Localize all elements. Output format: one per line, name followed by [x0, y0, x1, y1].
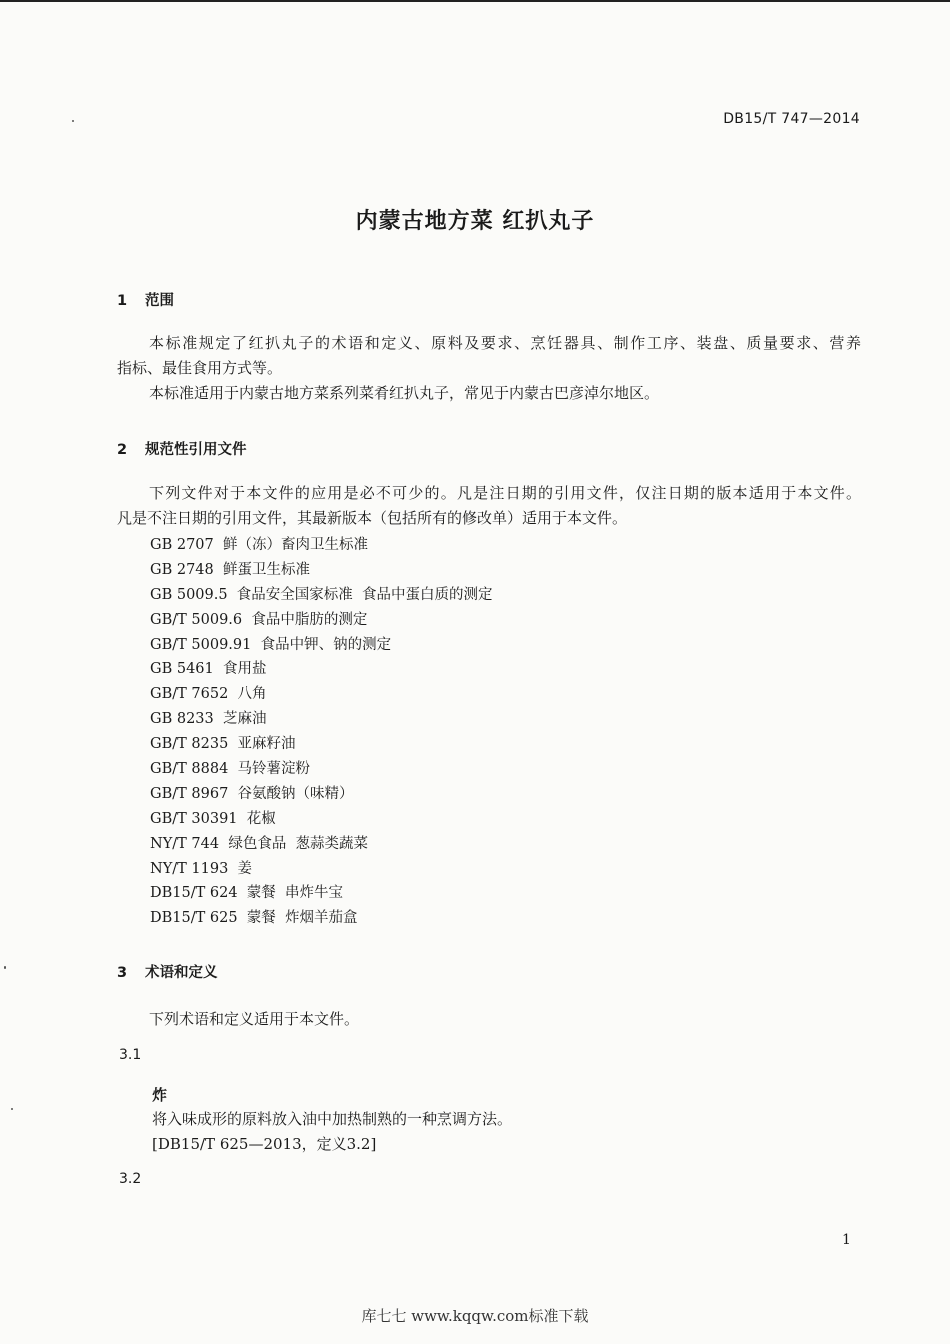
reference-item: GB 8233 芝麻油: [150, 711, 267, 728]
reference-item: GB/T 8967 谷氨酸钠（味精）: [150, 785, 354, 802]
text-line: 指标、最佳食用方式等。: [117, 359, 283, 377]
reference-item: NY/T 1193 姜: [150, 860, 253, 877]
document-title: 内蒙古地方菜 红扒丸子: [355, 209, 595, 234]
section-heading-terms: [117, 961, 218, 982]
reference-item: DB15/T 625 蒙餐 炸烟羊茄盒: [150, 910, 358, 927]
reference-item: DB15/T 624 蒙餐 串炸牛宝: [150, 885, 344, 902]
text-line: 本标准规定了红扒丸子的术语和定义、原料及要求、烹饪器具、制作工序、装盘、质量要求、营养: [149, 334, 861, 352]
term-source: [DB15/T 625—2013，定义3.2]: [152, 1135, 377, 1153]
reference-list: [150, 533, 493, 931]
section-heading-scope: [117, 289, 174, 310]
term-name: 炸: [152, 1086, 168, 1104]
reference-item: GB/T 5009.6 食品中脂肪的测定: [150, 611, 368, 628]
reference-item: GB/T 30391 花椒: [150, 810, 276, 827]
scan-speck: [11, 1108, 13, 1110]
watermark-footer: 库七七 www.kqqw.com标准下载: [361, 1307, 589, 1325]
reference-item: GB 5461 食用盐: [150, 661, 267, 678]
section-title: 术语和定义: [145, 965, 218, 981]
reference-item: GB/T 7652 八角: [150, 686, 267, 703]
scope-paragraph-2: 本标准适用于内蒙古地方菜系列菜肴红扒丸子，常见于内蒙古巴彦淖尔地区。: [149, 384, 660, 402]
reference-item: GB 2748 鲜蛋卫生标准: [150, 561, 310, 578]
standard-code: DB15/T 747—2014: [723, 111, 860, 127]
section-heading-normative-references: [117, 438, 247, 459]
reference-item: GB 2707 鲜（冻）畜肉卫生标准: [150, 537, 368, 553]
section-title: 范围: [145, 293, 174, 309]
term-definition: 将入味成形的原料放入油中加热制熟的一种烹调方法。: [152, 1110, 513, 1128]
scan-top-border: [0, 0, 950, 2]
section-number: 2: [117, 442, 128, 458]
scan-speck: [4, 966, 6, 969]
page-number: 1: [842, 1232, 851, 1248]
term-number: 3.1: [119, 1047, 142, 1063]
text-line: 下列文件对于本文件的应用是必不可少的。凡是注日期的引用文件，仅注日期的版本适用于本文件。: [149, 484, 861, 502]
reference-item: GB 5009.5 食品安全国家标准 食品中蛋白质的测定: [150, 586, 493, 603]
scan-speck: [72, 120, 74, 122]
terms-intro: 下列术语和定义适用于本文件。: [149, 1010, 360, 1028]
section-number: 3: [117, 965, 128, 981]
reference-item: GB/T 5009.91 食品中钾、钠的测定: [150, 636, 392, 653]
scope-paragraph-1: [117, 331, 861, 356]
section-title: 规范性引用文件: [145, 442, 247, 458]
section-number: 1: [117, 293, 128, 309]
references-intro-line-2: 凡是不注日期的引用文件，其最新版本（包括所有的修改单）适用于本文件。: [117, 509, 628, 527]
reference-item: GB/T 8235 亚麻籽油: [150, 736, 296, 753]
reference-item: GB/T 8884 马铃薯淀粉: [150, 761, 311, 778]
references-intro-line-1: [117, 481, 861, 506]
reference-item: NY/T 744 绿色食品 葱蒜类蔬菜: [150, 835, 369, 852]
term-number: 3.2: [119, 1171, 142, 1187]
